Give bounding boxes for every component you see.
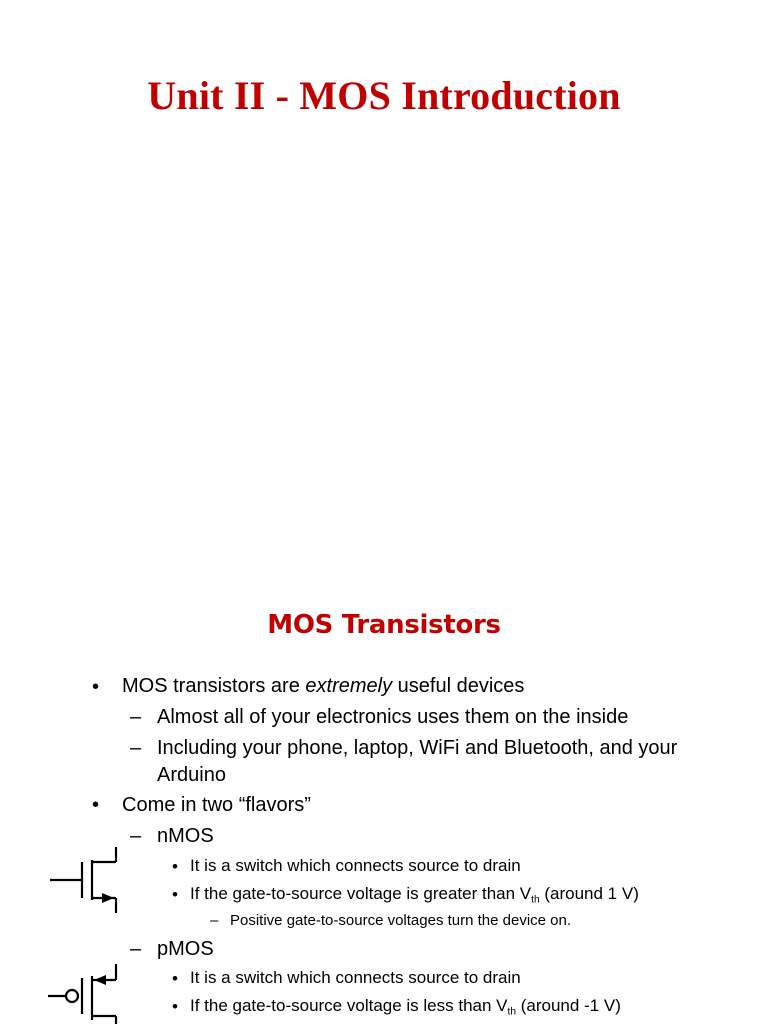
dash-marker: – xyxy=(130,706,142,728)
text-run: If the gate-to-source voltage is less than V xyxy=(190,996,508,1015)
text-run: If the gate-to-source voltage is greater than V xyxy=(190,884,532,903)
list-item: Come in two “flavors” xyxy=(122,794,311,816)
bullet-marker: • xyxy=(172,885,178,904)
bullet-marker: • xyxy=(92,794,100,816)
bullet-marker: • xyxy=(172,857,178,876)
nmos-transistor-icon xyxy=(44,843,124,918)
subscript: th xyxy=(531,894,540,906)
bullet-marker: • xyxy=(92,676,100,698)
dash-marker: – xyxy=(210,912,219,929)
list-item: Positive gate-to-source voltages turn the device on. xyxy=(230,912,572,929)
dash-marker: – xyxy=(130,737,142,759)
subscript: th xyxy=(507,1006,517,1018)
section-title: MOS Transistors xyxy=(267,610,501,640)
list-item xyxy=(190,996,621,1016)
text-run: useful devices xyxy=(392,675,525,697)
list-item xyxy=(190,884,639,904)
bullet-marker: • xyxy=(172,997,178,1016)
list-item: pMOS xyxy=(157,938,214,960)
dash-marker: – xyxy=(130,825,142,847)
list-item: It is a switch which connects source to drain xyxy=(190,856,521,875)
text-run: (around 1 V) xyxy=(539,884,639,903)
bullet-marker: • xyxy=(172,969,178,988)
pmos-transistor-icon xyxy=(44,960,124,1024)
list-item xyxy=(122,675,524,698)
dash-marker: – xyxy=(130,938,142,960)
emphasis-text: extremely xyxy=(305,675,393,697)
text-run: (around -1 V) xyxy=(516,996,621,1015)
list-item: It is a switch which connects source to drain xyxy=(190,968,521,987)
page-title: Unit II - MOS Introduction xyxy=(147,73,621,118)
text-run: MOS transistors are xyxy=(122,675,306,697)
list-item-continuation: Arduino xyxy=(157,764,226,786)
list-item: nMOS xyxy=(157,825,214,847)
list-item: Including your phone, laptop, WiFi and Bluetooth, and your xyxy=(157,737,678,759)
list-item: Almost all of your electronics uses them on the inside xyxy=(157,706,629,728)
